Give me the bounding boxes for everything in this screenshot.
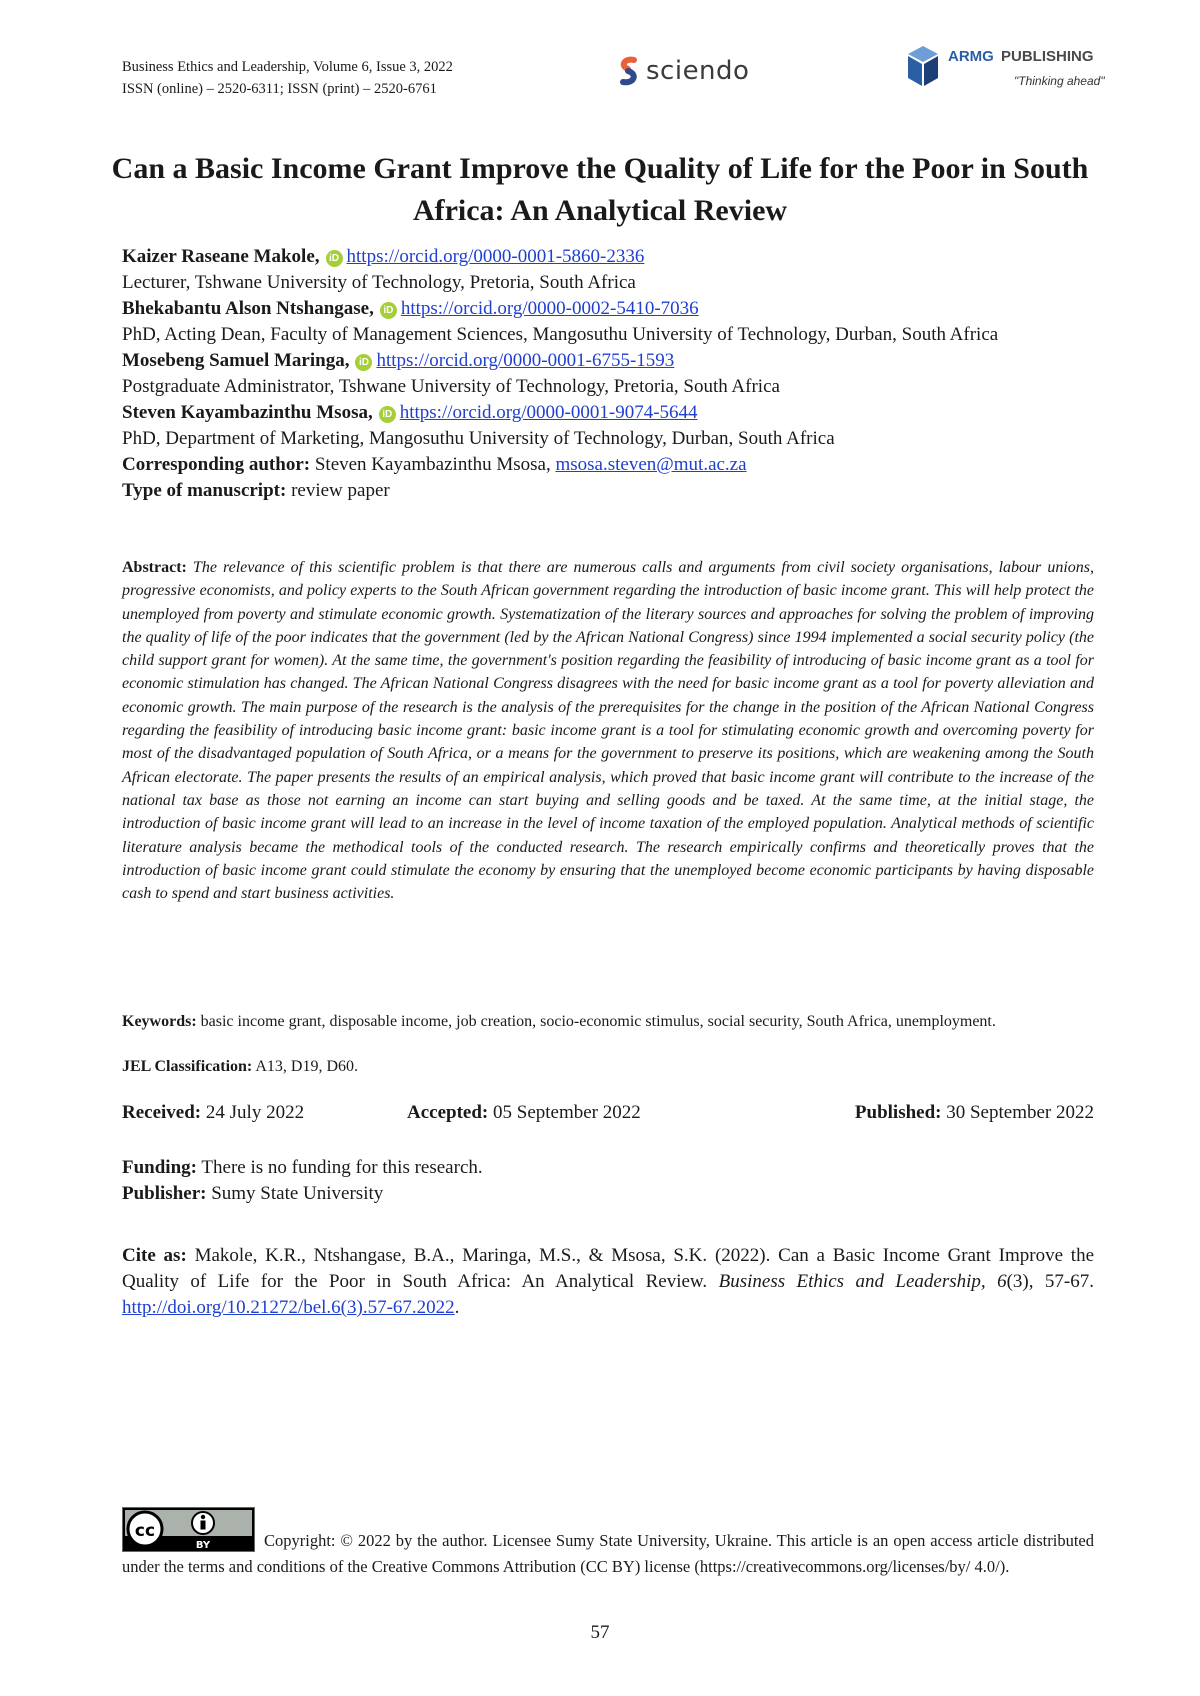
cite-label: Cite as: [122,1245,187,1266]
abstract [122,556,1094,905]
publisher-label: Publisher: [122,1183,207,1204]
funding [122,1155,483,1181]
corresponding-name: Steven Kayambazinthu Msosa, [314,454,551,475]
cite-end: . [454,1297,460,1318]
author-name: Bhekabantu Alson Ntshangase, [122,298,374,319]
paper-title: Can a Basic Income Grant Improve the Quality of Life for the Poor in South Africa: An Analytical Review [111,152,1089,227]
author-row [122,400,1094,426]
manuscript-type [122,478,1094,504]
orcid-icon[interactable]: iD [355,354,372,371]
accepted-date: Accepted: 05 September 2022 [407,1102,641,1123]
armg-tagline: "Thinking ahead" [1014,74,1105,88]
jel-text: A13, D19, D60. [255,1058,359,1075]
author-name: Mosebeng Samuel Maringa, [122,350,350,371]
funding-label: Funding: [122,1157,197,1178]
keywords-label: Keywords: [122,1013,197,1030]
sciendo-logo [618,56,749,86]
author-affiliation: PhD, Department of Marketing, Mangosuthu University of Technology, Durban, South Africa [122,428,835,449]
cite-issue-pages: (3), 57-67. [1006,1271,1095,1292]
publication-dates [122,1102,1094,1128]
author-name: Kaizer Raseane Makole, [122,246,320,267]
author-row [122,296,1094,322]
funding-publisher [122,1155,483,1207]
author-affiliation: Postgraduate Administrator, Tshwane University of Technology, Pretoria, South Africa [122,376,780,397]
publisher-text: Sumy State University [211,1183,384,1204]
orcid-link[interactable]: https://orcid.org/0000-0002-5410-7036 [400,298,699,319]
keywords-text: basic income grant, disposable income, job creation, socio-economic stimulus, social security, South Africa, unemployment. [200,1013,996,1030]
orcid-icon[interactable]: iD [326,250,343,267]
cite-volume: 6 [997,1271,1007,1292]
published-date: Published: 30 September 2022 [854,1102,1094,1123]
corresponding-label: Corresponding author: [122,454,311,475]
armg-publishing-logo [906,42,1106,94]
author-row [122,348,1094,374]
armg-cube-icon [906,44,940,88]
journal-header [122,56,453,100]
cite-journal: Business Ethics and Leadership, [718,1271,986,1292]
cite-text: Makole, K.R., Ntshangase, B.A., Maringa, M.S., & Msosa, S.K. (2022). Can a Basic Income Grant Improve the Quality of Life for the Poor in South Africa: An Analytical Review. [122,1245,1095,1292]
author-affiliation: PhD, Acting Dean, Faculty of Management Sciences, Mangosuthu University of Technology, Durban, South Africa [122,324,999,345]
citation [122,1243,1094,1321]
corresponding-email-link[interactable]: msosa.steven@mut.ac.za [555,454,747,475]
copyright-notice: Copyright: © 2022 by the author. Licensee Sumy State University, Ukraine. This article is an open access article distributed under the terms and conditions of the Creative Commons Attribution (CC BY) license (https://creativecommons.org/licenses/by/ 4.0/). [122,1531,1094,1576]
doi-link[interactable]: http://doi.org/10.21272/bel.6(3).57-67.2022 [122,1297,455,1318]
author-name: Steven Kayambazinthu Msosa, [122,402,373,423]
manuscript-value: review paper [291,480,390,501]
jel-label: JEL Classification: [122,1058,253,1075]
jel-classification [122,1055,358,1078]
page-number: 57 [590,1622,610,1643]
by-badge-text: BY [195,1540,211,1551]
orcid-link[interactable]: https://orcid.org/0000-0001-9074-5644 [399,402,698,423]
corresponding-author [122,452,1094,478]
funding-text: There is no funding for this research. [201,1157,483,1178]
received-date: Received: 24 July 2022 [122,1102,305,1123]
orcid-icon[interactable]: iD [379,406,396,423]
abstract-text: The relevance of this scientific problem is that there are numerous calls and arguments from civil society organisations, labour unions, progressive economists, and policy experts to the South African government regarding the introduction of basic income grant. This will help protect the unemployed from poverty and stimulate economic growth. Systematization of the literary sources and approaches for solving the problem of improving the quality of life of the poor indicates that the government (led by the African National Congress) since 1994 implemented a social security policy (the child support grant for women). At the same time, the government's position regarding the feasibility of introducing of basic income grant as a tool for economic stimulation has changed. The African National Congress disagrees with the need for basic income grant as a tool for poverty alleviation and economic growth. The main purpose of the research is the analysis of the prerequisites for the change in the position of the African National Congress regarding the feasibility of introducing basic income grant: basic income grant is a tool for stimulating economic growth and overcoming poverty for most of the disadvantaged population of South Africa, or a means for the government to preserve its positions, which are weakening among the South African electorate. The paper presents the results of an empirical analysis, which proved that basic income grant will contribute to the increase of the national tax base as those not earning an income can start buying and selling goods and be taxed. At the same time, at the initial stage, the introduction of basic income grant will lead to an increase in the level of income taxation of the employed population. Analytical methods of scientific literature analysis became the methodical tools of the conducted research. The research empirically confirms and theoretically proves that the introduction of basic income grant could stimulate the economy by ensuring that the unemployed become economic participants by having disposable cash to spend and start business activities. [122,559,1094,903]
armg-wordmark: ARMG PUBLISHING [948,48,1094,65]
abstract-label: Abstract: [122,559,187,576]
author-affiliation: Lecturer, Tshwane University of Technology, Pretoria, South Africa [122,272,636,293]
orcid-icon[interactable]: iD [380,302,397,319]
sciendo-wordmark: sciendo [646,56,750,86]
sciendo-s-icon [618,56,640,86]
author-row [122,244,1094,270]
keywords [122,1010,1094,1033]
orcid-link[interactable]: https://orcid.org/0000-0001-6755-1593 [376,350,675,371]
cc-badge-text: cc [134,1521,156,1541]
issn-line: ISSN (online) – 2520-6311; ISSN (print) – 2520-6761 [122,81,437,97]
authors-block [122,244,1094,504]
manuscript-label: Type of manuscript: [122,480,287,501]
publisher [122,1181,483,1207]
orcid-link[interactable]: https://orcid.org/0000-0001-5860-2336 [346,246,645,267]
journal-line: Business Ethics and Leadership, Volume 6, Issue 3, 2022 [122,59,453,75]
